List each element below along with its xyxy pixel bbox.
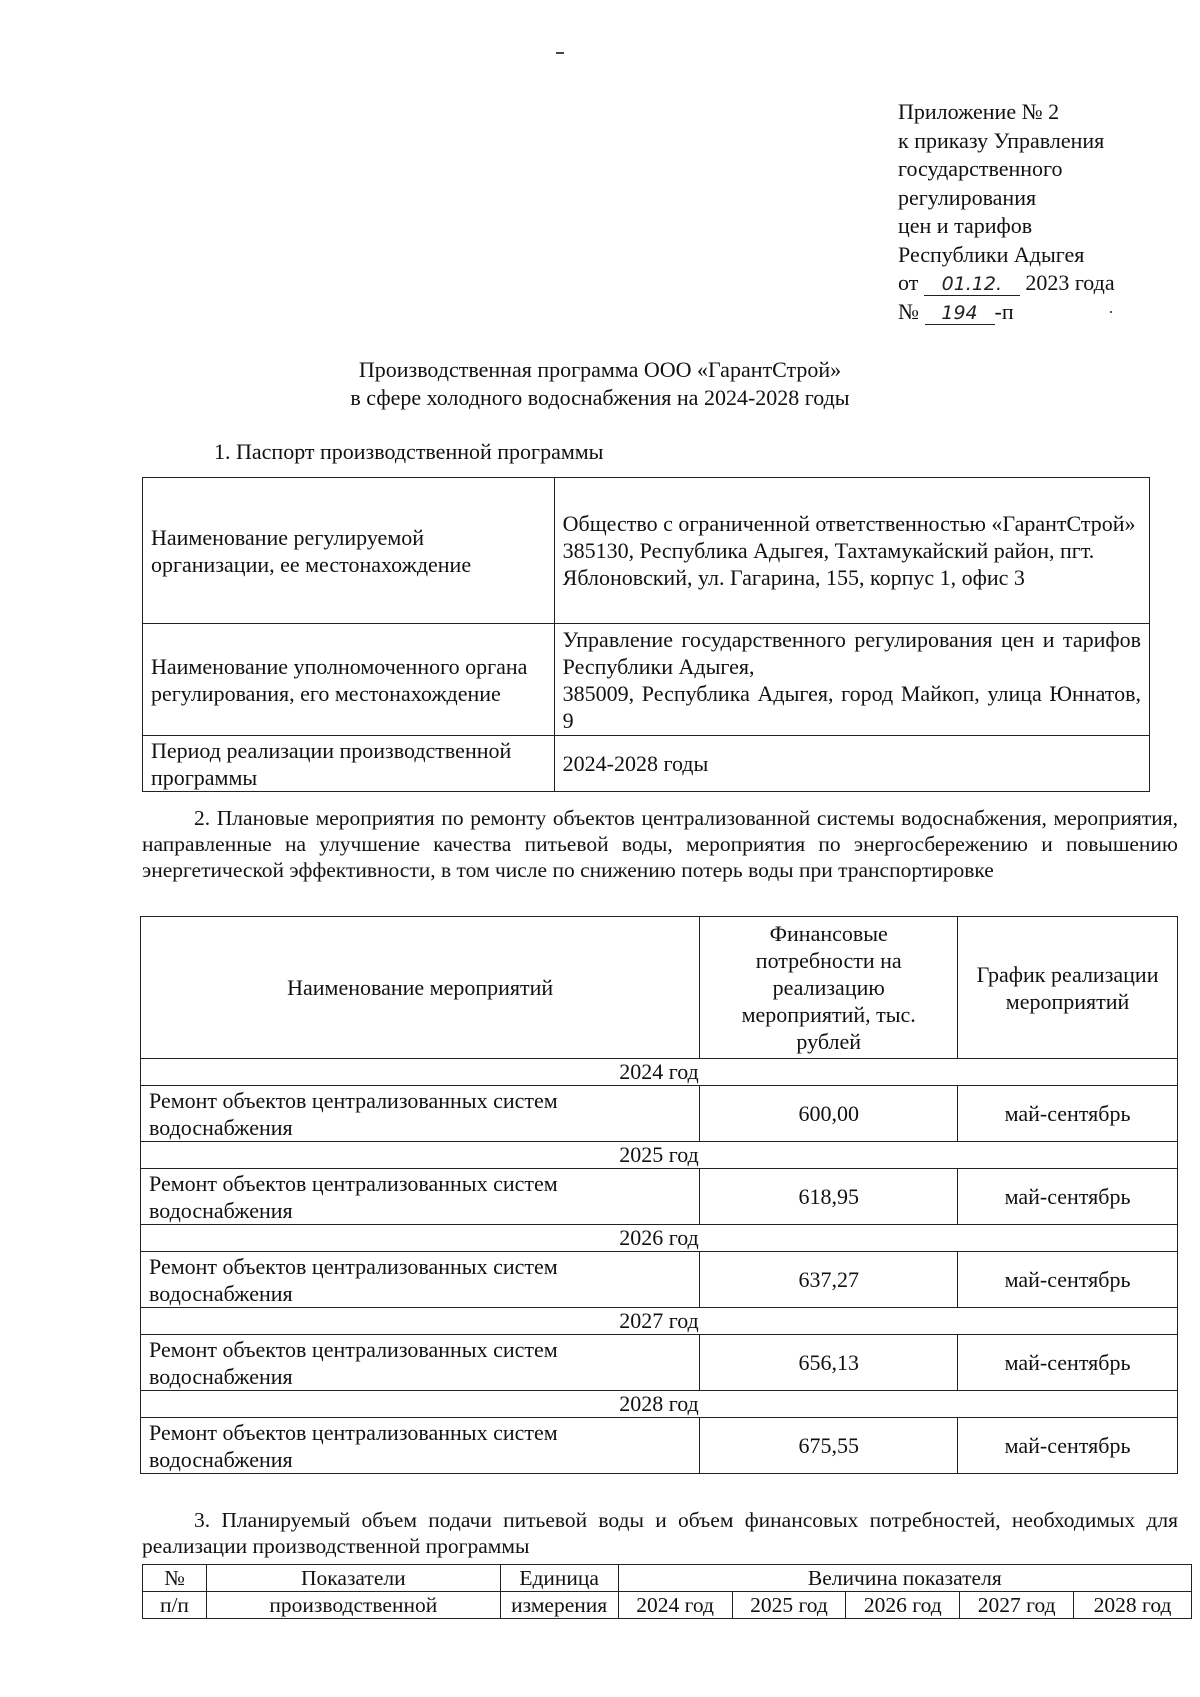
passport-label: Период реализации производственной программы [143, 736, 555, 792]
appendix-line: к приказу Управления [898, 127, 1105, 153]
table-row [141, 1252, 1178, 1308]
passport-value [554, 624, 1149, 736]
column-header-value: Величина показателя [618, 1565, 1191, 1592]
column-header-unit: измерения [500, 1592, 618, 1619]
year-row [141, 1059, 1178, 1086]
passport-table [142, 477, 1150, 792]
year-label: 2025 год [141, 1142, 1178, 1169]
table-header-row [143, 1565, 1192, 1592]
activity-schedule: май-сентябрь [958, 1086, 1178, 1142]
year-row [141, 1308, 1178, 1335]
appendix-block [898, 98, 1115, 326]
table-row [143, 624, 1150, 736]
section3-heading-text: 3. Планируемый объем подачи питьевой воды и объем финансовых потребностей, необходимых для реализации производственной программы [142, 1508, 1178, 1558]
column-header-year: 2025 год [732, 1592, 846, 1619]
passport-value-line: 385130, Республика Адыгея, Тахтамукайский район, пгт. Яблоновский, ул. Гагарина, 155, корпус 1, офис 3 [562, 538, 1095, 590]
table-header-row [143, 1592, 1192, 1619]
passport-value [554, 736, 1149, 792]
column-header-year: 2024 год [618, 1592, 732, 1619]
date-suffix: 2023 года [1025, 270, 1115, 295]
activity-schedule: май-сентябрь [958, 1418, 1178, 1474]
section1-heading: 1. Паспорт производственной программы [214, 439, 604, 464]
activity-name: Ремонт объектов централизованных систем водоснабжения [141, 1086, 700, 1142]
section2-heading-text: 2. Плановые мероприятия по ремонту объектов централизованной системы водоснабжения, мероприятия, направленные на улучшение качества питьевой воды, мероприятия по энергосбережению и повышению энергетической эффективности, в том числе по снижению потерь воды при транспортировке [142, 806, 1178, 882]
column-header-finance: Финансовые потребности на реализацию мероприятий, тыс. рублей [700, 917, 958, 1059]
table-row [143, 478, 1150, 624]
appendix-line: государственного [898, 156, 1063, 181]
activities-table [140, 916, 1178, 1474]
column-header-year: 2026 год [846, 1592, 960, 1619]
passport-value-line: 2024-2028 годы [562, 751, 709, 776]
table-header-row [141, 917, 1178, 1059]
table-row [141, 1335, 1178, 1391]
indicators-table [142, 1564, 1192, 1619]
activity-schedule: май-сентябрь [958, 1169, 1178, 1225]
activity-schedule: май-сентябрь [958, 1252, 1178, 1308]
passport-value-line: Управление государственного регулирования цен и тарифов Республики Адыгея, [562, 626, 1141, 679]
column-header-num: № [143, 1565, 207, 1592]
passport-value-line: Общество с ограниченной ответственностью «ГарантСтрой» [562, 511, 1136, 536]
column-header-year: 2028 год [1074, 1592, 1192, 1619]
activity-name: Ремонт объектов централизованных систем водоснабжения [141, 1169, 700, 1225]
activity-amount: 656,13 [700, 1335, 958, 1391]
title-line: Производственная программа ООО «ГарантСтрой» [358, 357, 842, 382]
number-prefix: № [898, 298, 919, 324]
year-label: 2024 год [141, 1059, 1178, 1086]
column-header-name: Наименование мероприятий [141, 917, 700, 1059]
section3-heading [142, 1507, 1178, 1559]
appendix-line: Республики Адыгея [898, 241, 1085, 267]
column-header-indicator: производственной [206, 1592, 500, 1619]
date-prefix: от [898, 270, 919, 295]
activity-amount: 637,27 [700, 1252, 958, 1308]
column-header-schedule: График реализации мероприятий [958, 917, 1178, 1059]
appendix-line: регулирования [898, 184, 1037, 210]
handwritten-date: 01.12. [924, 273, 1020, 296]
column-header-indicator: Показатели [206, 1565, 500, 1592]
handwritten-number: 194 [925, 302, 995, 325]
table-row [143, 736, 1150, 792]
year-row [141, 1391, 1178, 1418]
passport-value [554, 478, 1149, 624]
passport-label: Наименование регулируемой организации, ее местонахождение [143, 478, 555, 624]
appendix-number-line [898, 298, 1115, 327]
table-row [141, 1169, 1178, 1225]
section2-heading [142, 805, 1178, 883]
year-label: 2026 год [141, 1225, 1178, 1252]
title-line: в сфере холодного водоснабжения на 2024-2028 годы [350, 385, 850, 410]
column-header-year: 2027 год [960, 1592, 1074, 1619]
activity-name: Ремонт объектов централизованных систем водоснабжения [141, 1418, 700, 1474]
activity-name: Ремонт объектов централизованных систем водоснабжения [141, 1335, 700, 1391]
appendix-date-line [898, 269, 1115, 298]
year-row [141, 1225, 1178, 1252]
number-suffix: -п [994, 298, 1014, 324]
table-row [141, 1086, 1178, 1142]
activity-amount: 675,55 [700, 1418, 958, 1474]
year-row [141, 1142, 1178, 1169]
passport-value-line: 385009, Республика Адыгея, город Майкоп, улица Юннатов, 9 [562, 680, 1141, 733]
table-row [141, 1418, 1178, 1474]
appendix-line: цен и тарифов [898, 213, 1033, 238]
appendix-line: Приложение № 2 [898, 99, 1060, 124]
column-header-num: п/п [143, 1592, 207, 1619]
scan-mark [556, 52, 564, 54]
passport-label: Наименование уполномоченного органа регулирования, его местонахождение [143, 624, 555, 736]
scan-mark [1110, 311, 1112, 313]
activity-schedule: май-сентябрь [958, 1335, 1178, 1391]
activity-name: Ремонт объектов централизованных систем водоснабжения [141, 1252, 700, 1308]
activity-amount: 600,00 [700, 1086, 958, 1142]
document-title [0, 356, 1200, 412]
activity-amount: 618,95 [700, 1169, 958, 1225]
column-header-unit: Единица [500, 1565, 618, 1592]
year-label: 2027 год [141, 1308, 1178, 1335]
year-label: 2028 год [141, 1391, 1178, 1418]
